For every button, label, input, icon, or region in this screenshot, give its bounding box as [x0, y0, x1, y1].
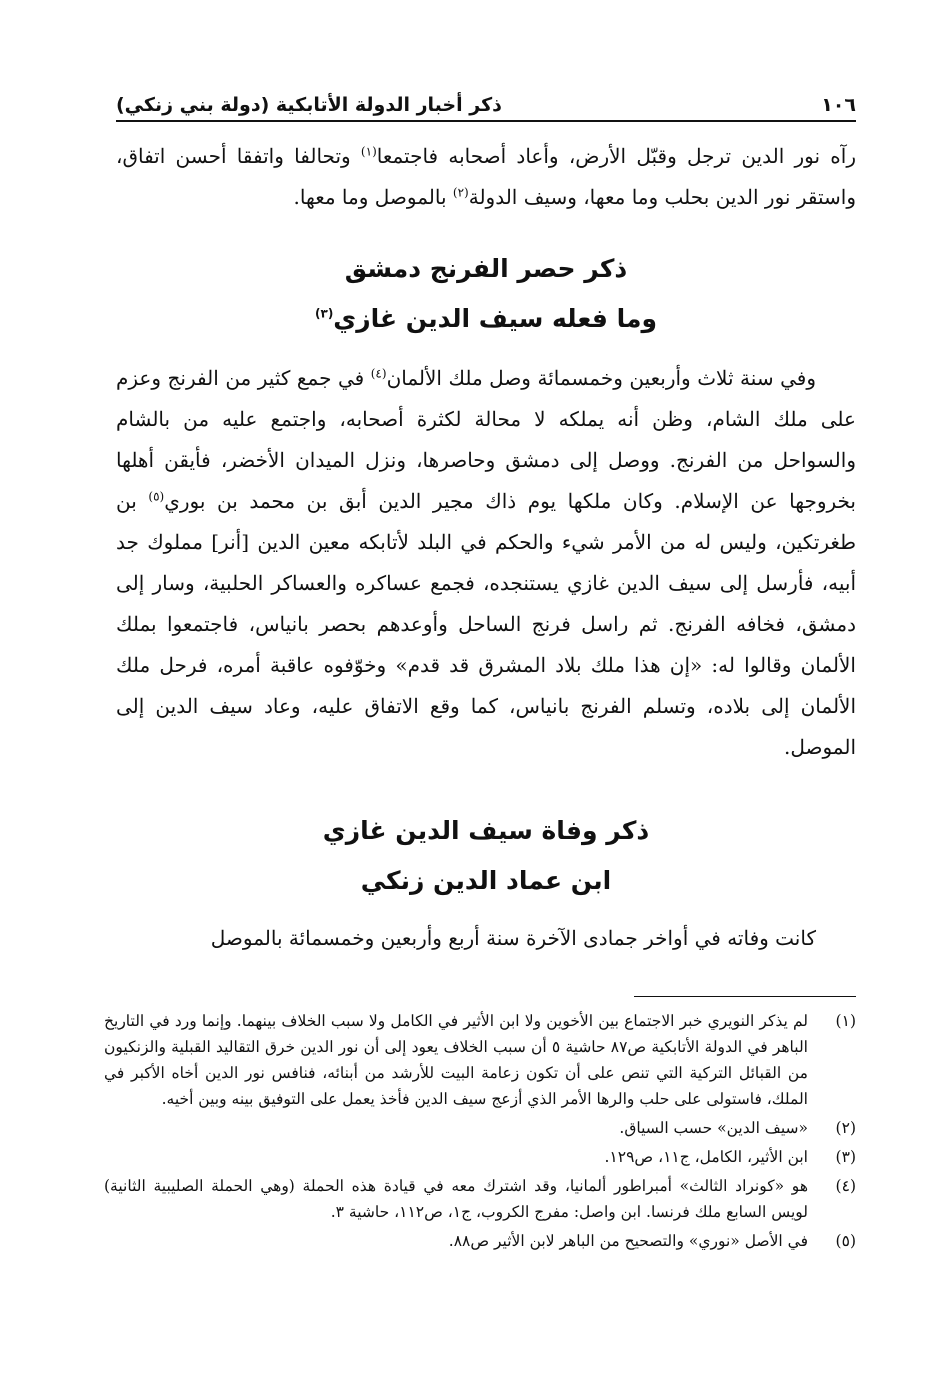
footnote-number: (٤) [835, 1177, 856, 1195]
footnote-text: ابن الأثير، الكامل، ج١١، ص١٢٩. [604, 1148, 808, 1166]
section-heading-2-line-2: ابن عماد الدين زنكي [360, 866, 612, 895]
footnotes [104, 1008, 856, 1257]
section-heading-2-line-1: ذكر وفاة سيف الدين غازي [322, 816, 650, 845]
section-heading-1 [116, 244, 856, 344]
footnote-text: في الأصل «نوري» والتصحيح من الباهر لابن الأثير ص٨٨. [448, 1232, 808, 1250]
paragraph-2 [116, 358, 856, 768]
section-heading-1-line-1: ذكر حصر الفرنج دمشق [344, 254, 628, 283]
footnote-number: (٣) [835, 1148, 856, 1166]
footnote-ref-1: (١) [360, 144, 377, 159]
page-header [116, 76, 856, 116]
footnote-ref-3: (٣) [315, 306, 334, 321]
header-rule [116, 120, 856, 122]
paragraph-1-text-c: بالموصل وما معها. [293, 185, 453, 209]
footnote-number: (٥) [835, 1232, 856, 1250]
footnote-text: لم يذكر النويري خبر الاجتماع بين الأخوين ولا ابن الأثير في الكامل ولا سبب الخلاف بينهما. وإنما ورد في التاريخ الباهر في الدولة الأتابكية ص٨٧ حاشية ٥ أن سبب الخلاف يعود إلى أن نور الدين خرق التقاليد القبلية والزنكيون من القبائل التركية التي تنص على أن تكون زعامة البيت للأرشد من أبنائه، فنافس نور الدين أخاه الأكبر في الملك، فاستولى على حلب والرها الأمر الذي أزعج سيف الدين فأخذ يعمل على التوفيق بينه وبين أخيه. [104, 1012, 808, 1108]
footnote-5 [104, 1228, 856, 1254]
paragraph-1 [116, 136, 856, 218]
footnote-number: (٢) [835, 1119, 856, 1137]
footnote-ref-2: (٢) [452, 185, 469, 200]
footnote-text: «سيف الدين» حسب السياق. [619, 1119, 808, 1137]
footnote-1 [104, 1008, 856, 1112]
footnote-text: هو «كونراد الثالث» أمبراطور ألمانيا، وقد اشترك معه في قيادة هذه الحملة (وهي الحملة الصليبية الثانية) لويس السابع ملك فرنسا. ابن واصل: مفرج الكروب، ج١، ص١١٢، حاشية ٣. [104, 1177, 808, 1221]
section-heading-1-line-2 [116, 294, 856, 344]
paragraph-2-text-b: في جمع كثير من الفرنج وعزم على ملك الشام، وظن أنه يملكه لا محالة لكثرة أصحابه، واجتمع عليه من بالشام والسواحل من الفرنج. ووصل إلى دمشق وحاصرها، ونزل الميدان الأخضر، فأيقن أهلها بخروجها عن الإسلام. وكان ملكها يوم ذاك مجير الدين أبق بن محمد بن بوري [116, 366, 856, 513]
section-heading-2 [116, 806, 856, 906]
running-title: ذكر أخبار الدولة الأتابكية (دولة بني زنكي) [116, 94, 502, 116]
footnote-separator [634, 996, 856, 997]
footnote-2 [104, 1115, 856, 1141]
paragraph-3-text: كانت وفاته في أواخر جمادى الآخرة سنة أربع وأربعين وخمسمائة بالموصل [210, 926, 816, 950]
paragraph-1-text-b: وتحالفا واتفقا أحسن اتفاق، واستقر نور الدين بحلب وما معها، وسيف الدولة [116, 144, 856, 209]
footnote-3 [104, 1144, 856, 1170]
footnote-ref-4: (٤) [370, 366, 387, 381]
paragraph-1-text-a: رآه نور الدين ترجل وقبّل الأرض، وأعاد أصحابه فاجتمعا [376, 144, 856, 168]
footnote-4 [104, 1173, 856, 1225]
paragraph-2-text-a: وفي سنة ثلاث وأربعين وخمسمائة وصل ملك الألمان [386, 366, 816, 390]
section-heading-1-line-2-text: وما فعله سيف الدين غازي [333, 304, 657, 333]
page-number: ١٠٦ [821, 94, 856, 116]
paragraph-2-text-c: بن طغرتكين، وليس له من الأمر شيء والحكم في البلد لأتابكه معين الدين [أنر] مملوك جد أبيه، فأرسل إلى سيف الدين غازي يستنجده، فجمع عساكره والعساكر الحلبية، وسار إلى دمشق، فخافه الفرنج. ثم راسل فرنج الساحل وأوعدهم بحصر بانياس، فاجتمعوا بملك الألمان وقالوا له: «إن هذا ملك بلاد المشرق قد قدم» وخوّفوه عاقبة أمره، فرحل ملك الألمان إلى بلاده، وتسلم الفرنج بانياس، كما وقع الاتفاق عليه، وعاد سيف الدين إلى الموصل. [116, 489, 856, 759]
paragraph-3 [116, 918, 856, 959]
footnote-ref-5: (٥) [148, 489, 165, 504]
footnote-number: (١) [835, 1012, 856, 1030]
